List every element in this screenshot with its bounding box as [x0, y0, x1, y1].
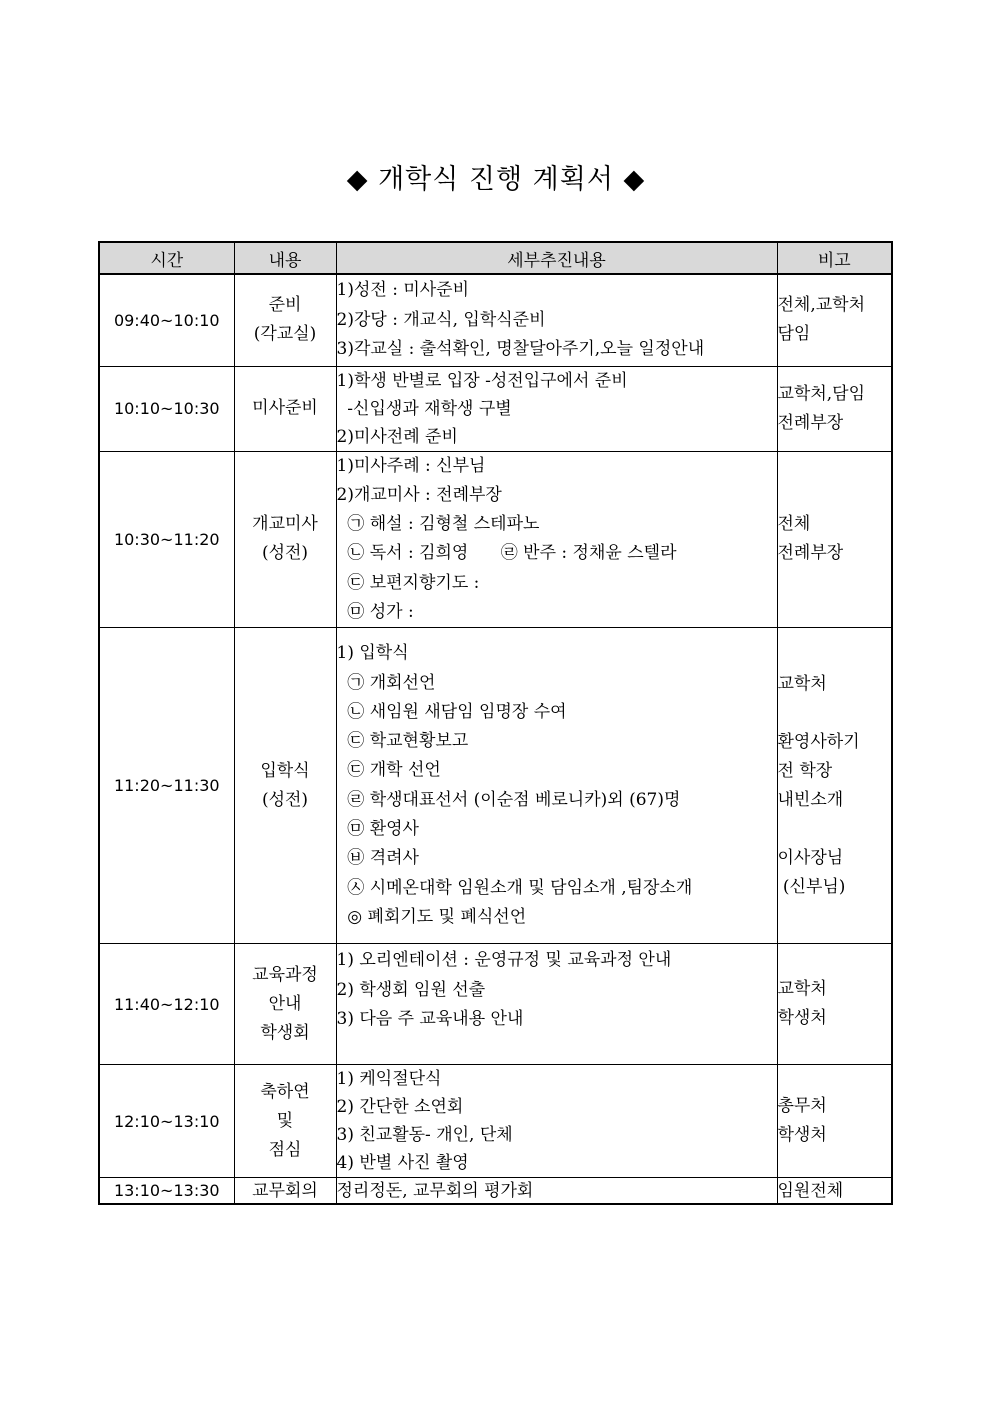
note-line: 전례부장 — [777, 412, 844, 433]
detail-line: 3) 다음 주 교육내용 안내 — [336, 1008, 524, 1029]
time-cell: 11:20~11:30 — [99, 628, 234, 944]
detail-line: 2)미사전례 준비 — [336, 426, 458, 447]
detail-cell — [336, 628, 777, 944]
detail-line: ㉢ 학교현황보고 — [336, 731, 469, 752]
content-cell — [234, 366, 336, 451]
detail-line: 1)학생 반별로 입장 -성전입구에서 준비 — [336, 370, 628, 391]
detail-cell — [336, 1178, 777, 1204]
content-line: 학생회 — [260, 1022, 310, 1043]
note-line: 총무처 — [777, 1096, 827, 1117]
detail-line: ㉤ 환영사 — [336, 819, 419, 840]
note-line: 담임 — [777, 324, 811, 345]
table-row — [99, 366, 892, 451]
note-cell — [777, 1178, 892, 1204]
detail-line: ㉢ 개학 선언 — [336, 760, 441, 781]
note-line — [778, 815, 892, 844]
header-notes: 비고 — [777, 242, 892, 274]
detail-line: ㉦ 시메온대학 임원소개 및 담임소개 ,팀장소개 — [336, 877, 693, 898]
table-row — [99, 451, 892, 628]
content-line: (성전) — [261, 789, 309, 810]
detail-line: 1) 케익절단식 — [336, 1069, 442, 1090]
detail-line: ◎ 폐회기도 및 폐식선언 — [336, 906, 527, 927]
detail-line: 2)개교미사 : 전례부장 — [336, 484, 502, 505]
note-line: 내빈소개 — [777, 789, 844, 810]
detail-cell — [336, 366, 777, 451]
note-line: 교학처,담임 — [777, 383, 866, 404]
detail-cell — [336, 274, 777, 366]
content-cell — [234, 274, 336, 366]
note-line: 전 학장 — [777, 760, 833, 781]
note-line: 이사장님 — [777, 847, 844, 868]
table-row — [99, 274, 892, 366]
content-line: 미사준비 — [252, 398, 318, 418]
detail-line: 2) 간단한 소연회 — [336, 1097, 464, 1118]
table-row — [99, 628, 892, 944]
note-cell — [777, 366, 892, 451]
note-line: 전체,교학처 — [777, 295, 866, 316]
note-cell — [777, 451, 892, 628]
content-cell — [234, 628, 336, 944]
table-header-row — [99, 242, 892, 274]
detail-line: 1) 입학식 — [336, 643, 409, 664]
content-line: (각교실) — [253, 324, 317, 345]
detail-line: ㉥ 격려사 — [336, 848, 419, 869]
detail-line: 정리정돈, 교무회의 평가회 — [336, 1180, 534, 1201]
content-cell — [234, 1065, 336, 1178]
time-cell: 11:40~12:10 — [99, 944, 234, 1065]
content-cell — [234, 451, 336, 628]
header-time: 시간 — [99, 242, 234, 274]
content-cell — [234, 1178, 336, 1204]
note-cell — [777, 944, 892, 1065]
detail-line: ㉡ 독서 : 김희영 ㉣ 반주 : 정채윤 스텔라 — [336, 543, 677, 564]
note-line — [778, 699, 892, 728]
content-line: 안내 — [268, 993, 302, 1014]
note-line: 교학처 — [777, 979, 827, 1000]
note-line: (신부님) — [777, 876, 846, 897]
note-line: 전체 — [777, 514, 811, 535]
document-title: ◆ 개학식 진행 계획서 ◆ — [346, 164, 646, 195]
time-cell: 13:10~13:30 — [99, 1178, 234, 1204]
detail-line: 2)강당 : 개교식, 입학식준비 — [336, 309, 546, 330]
detail-line: ㉢ 보편지향기도 : — [336, 572, 480, 593]
detail-line: ㉣ 학생대표선서 (이순점 베로니카)외 (67)명 — [336, 789, 681, 810]
schedule-table — [98, 241, 893, 1205]
detail-line: 1) 오리엔테이션 : 운영규정 및 교육과정 안내 — [336, 950, 672, 971]
content-line: 입학식 — [260, 760, 310, 781]
content-line: 점심 — [268, 1139, 302, 1160]
note-line: 교학처 — [777, 673, 827, 694]
detail-line: 3)각교실 : 출석확인, 명찰달아주기,오늘 일정안내 — [336, 338, 705, 359]
content-cell — [234, 944, 336, 1065]
detail-line: -신입생과 재학생 구별 — [336, 398, 512, 419]
detail-line: ㉠ 개회선언 — [336, 672, 436, 693]
time-cell: 10:30~11:20 — [99, 451, 234, 628]
detail-line: ㉠ 해설 : 김형철 스테파노 — [336, 514, 540, 535]
detail-line: 1)성전 : 미사준비 — [336, 280, 470, 301]
note-cell — [777, 628, 892, 944]
detail-line: ㉤ 성가 : — [336, 601, 414, 622]
content-line: 개교미사 — [252, 514, 318, 535]
note-line: 환영사하기 — [777, 731, 860, 752]
detail-cell — [336, 1065, 777, 1178]
table-row — [99, 1065, 892, 1178]
table-row — [99, 944, 892, 1065]
detail-cell — [336, 451, 777, 628]
note-line: 학생처 — [777, 1008, 827, 1029]
note-cell — [777, 1065, 892, 1178]
time-cell: 12:10~13:10 — [99, 1065, 234, 1178]
detail-line: ㉡ 새임원 새담임 임명장 수여 — [336, 701, 567, 722]
detail-line: 3) 친교활동- 개인, 단체 — [336, 1125, 513, 1146]
content-line: (성전) — [261, 543, 309, 564]
detail-line: 4) 반별 사진 촬영 — [336, 1153, 469, 1174]
content-line: 및 — [276, 1110, 294, 1131]
note-cell — [777, 274, 892, 366]
content-line: 축하연 — [260, 1081, 310, 1102]
note-line: 학생처 — [777, 1125, 827, 1146]
note-line: 전례부장 — [777, 543, 844, 564]
header-details: 세부추진내용 — [336, 242, 777, 274]
header-content: 내용 — [234, 242, 336, 274]
detail-line: 1)미사주례 : 신부님 — [336, 455, 486, 476]
table-row — [99, 1178, 892, 1204]
content-line: 교무회의 — [252, 1180, 318, 1201]
detail-cell — [336, 944, 777, 1065]
time-cell: 09:40~10:10 — [99, 274, 234, 366]
detail-line: 2) 학생회 임원 선출 — [336, 979, 486, 1000]
note-line: 임원전체 — [777, 1180, 844, 1201]
content-line: 준비 — [268, 295, 302, 316]
content-line: 교육과정 — [252, 964, 318, 985]
time-cell: 10:10~10:30 — [99, 366, 234, 451]
